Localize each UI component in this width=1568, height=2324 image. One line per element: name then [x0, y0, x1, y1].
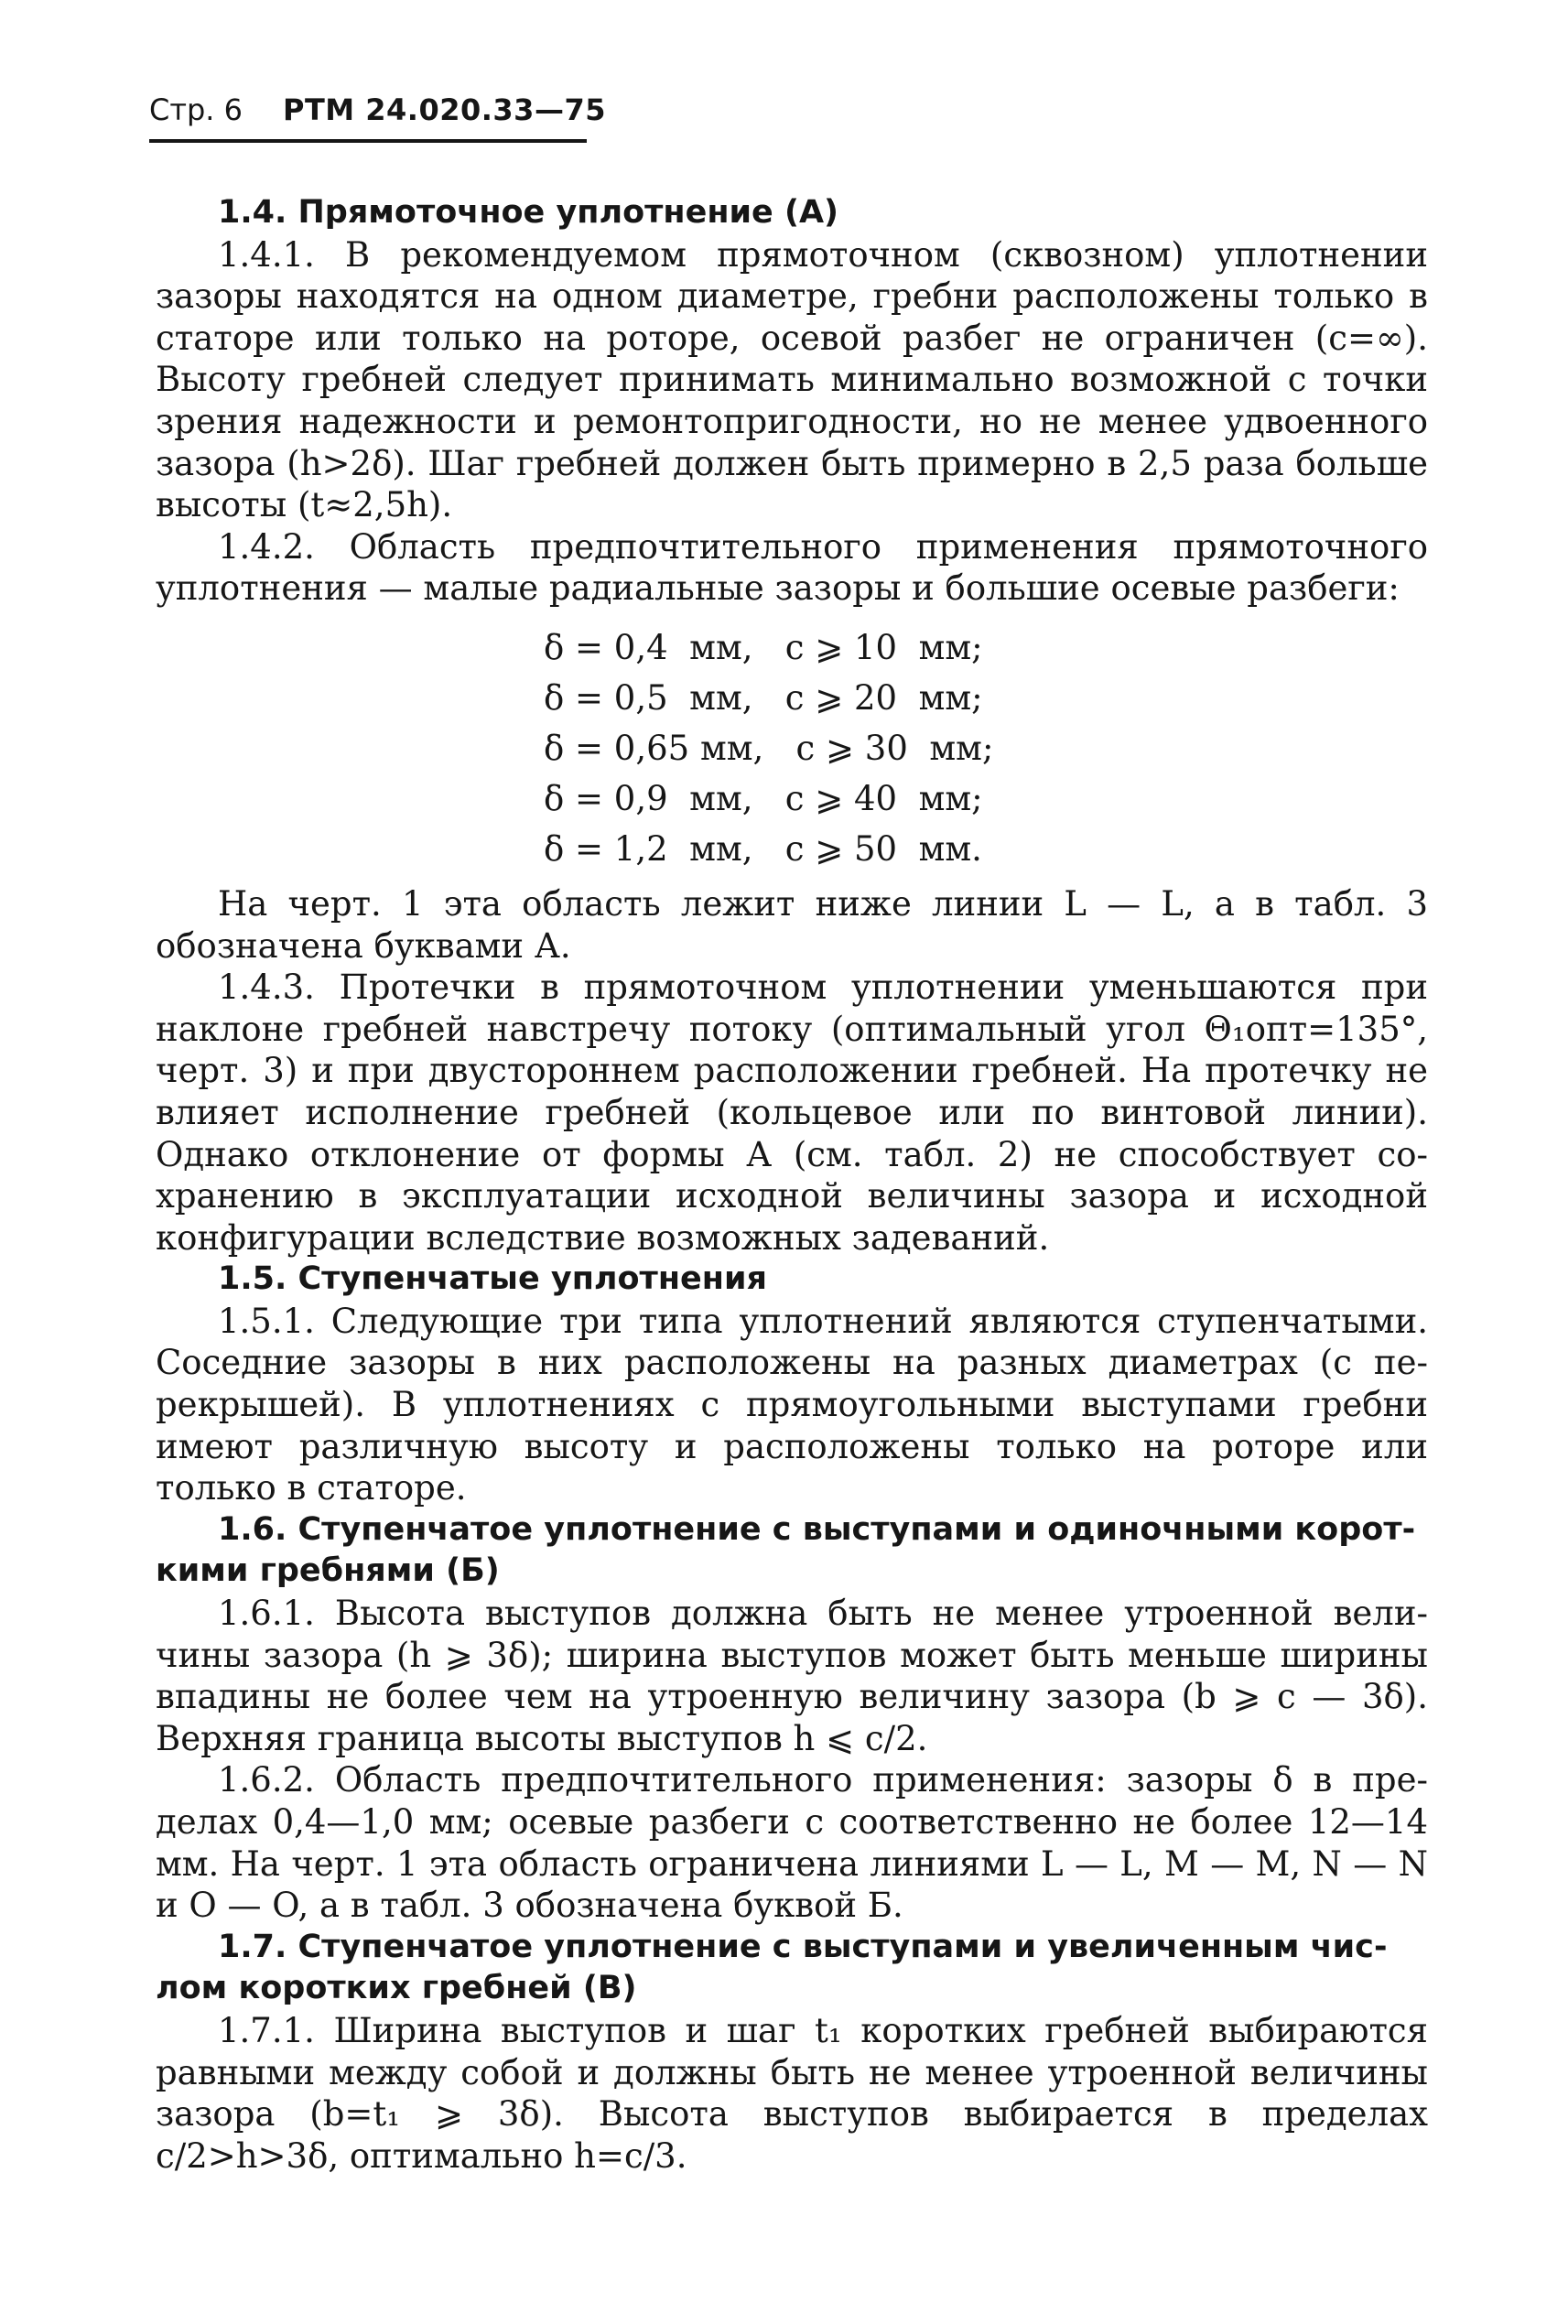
- document-code: РТМ 24.020.33—75: [283, 92, 606, 127]
- paragraph-1-4-1: 1.4.1. В рекомендуемом прямоточном (сквозном) уплотнении зазоры находятся на одном диаметре, гребни расположены только в статоре или только на роторе, осевой разбег не ограничен (c=∞). Высоту гребней следует принимать минимально возможной с точки зрения надежности и ремонтопригодности, но не менее удвоенного зазора (h>2δ). Шаг гребней должен быть примерно в 2,5 раза больше высоты (t≈2,5h).: [156, 234, 1428, 525]
- paragraph-1-6-2: 1.6.2. Область предпочтительного применения: зазоры δ в пределах 0,4—1,0 мм; осевые разбеги c соответственно не более 12—14 мм. На черт. 1 эта область ограничена линиями L — L, M — M, N — N и O — O, а в табл. 3 обозначена буквой Б.: [156, 1760, 1428, 1926]
- paragraph-1-5-1: 1.5.1. Следующие три типа уплотнений являются ступенчатыми. Соседние зазоры в них расположены на разных диаметрах (с перекрышей). В уплотнениях с прямоугольными выступами гребни имеют различную высоту и расположены только на роторе или только в статоре.: [156, 1301, 1428, 1508]
- formula-list: [544, 622, 1428, 874]
- paragraph-1-6-1: 1.6.1. Высота выступов должна быть не менее утроенной величины зазора (h ⩾ 3δ); ширина выступов может быть меньше ширины впадины не более чем на утроенную величину зазора (b ⩾ c — 3δ). Верхняя граница высоты выступов h ⩽ c/2.: [156, 1594, 1428, 1758]
- formula-row: δ = 1,2 мм, c ⩾ 50 мм.: [544, 828, 982, 869]
- section-heading-1-6: 1.6. Ступенчатое уплотнение с выступами и одиночными короткими гребнями (Б): [156, 1510, 1416, 1590]
- section-heading-1-7: 1.7. Ступенчатое уплотнение с выступами и увеличенным числом коротких гребней (В): [156, 1928, 1388, 2007]
- document-body: [156, 192, 1428, 2177]
- paragraph-1-4-2-continued: На черт. 1 эта область лежит ниже линии L — L, а в табл. 3 обозначена буквами А.: [156, 883, 1428, 966]
- paragraph-1-4-3: 1.4.3. Протечки в прямоточном уплотнении уменьшаются при наклоне гребней навстречу потоку (оптимальный угол Θ₁опт=135°, черт. 3) и при двустороннем расположении гребней. На протечку не влияет исполнение гребней (кольцевое или по винтовой линии). Однако отклонение от формы А (см. табл. 2) не способствует сохранению в эксплуатации исходной величины зазора и исходной конфигурации вследствие возможных задеваний.: [156, 967, 1428, 1258]
- paragraph-1-7-1: 1.7.1. Ширина выступов и шаг t₁ коротких гребней выбираются равными между собой и должны быть не менее утроенной величины зазора (b=t₁ ⩾ 3δ). Высота выступов выбирается в пределах c/2>h>3δ, оптимально h=c/3.: [156, 2010, 1428, 2176]
- section-heading-1-5: 1.5. Ступенчатые уплотнения: [218, 1260, 767, 1298]
- formula-row: δ = 0,9 мм, c ⩾ 40 мм;: [544, 778, 983, 818]
- formula-row: δ = 0,4 мм, c ⩾ 10 мм;: [544, 627, 983, 667]
- page-number: Стр. 6: [149, 92, 243, 127]
- running-header: [149, 92, 606, 143]
- paragraph-1-4-2: 1.4.2. Область предпочтительного применения прямоточного уплотнения — малые радиальные зазоры и большие осевые разбеги:: [156, 526, 1428, 609]
- section-heading-1-4: 1.4. Прямоточное уплотнение (А): [218, 194, 839, 231]
- formula-row: δ = 0,5 мм, c ⩾ 20 мм;: [544, 677, 983, 718]
- formula-row: δ = 0,65 мм, c ⩾ 30 мм;: [544, 728, 994, 768]
